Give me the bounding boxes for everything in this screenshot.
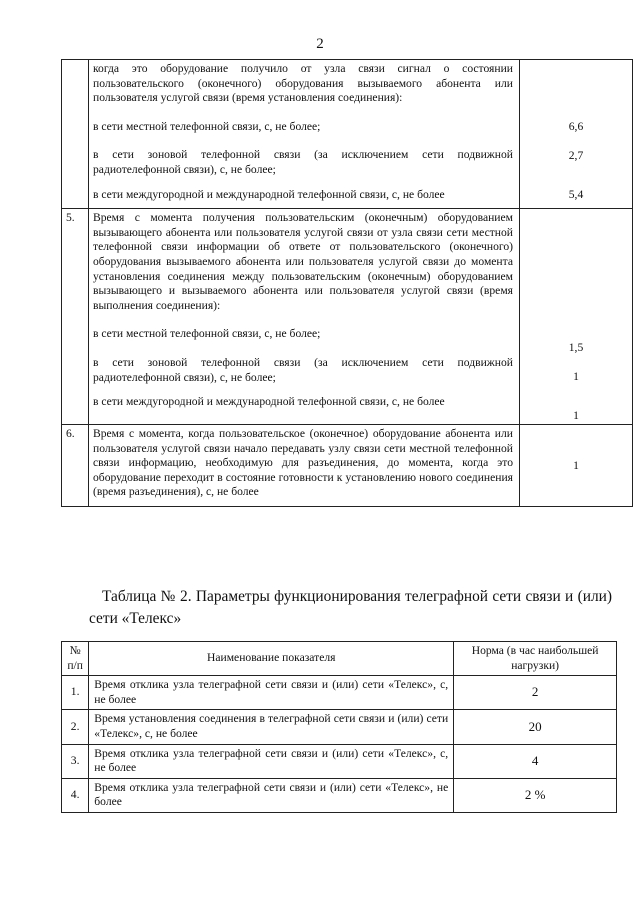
table-row [62,710,617,744]
header-name: Наименование показателя [89,642,454,676]
table-2-title [89,586,612,630]
row-number: 5. [62,209,89,425]
table-row [62,209,633,425]
row-name: Время отклика узла телеграфной сети связи и (или) сети «Телекс», с, не более [89,744,454,778]
table-row [62,676,617,710]
table-2-title-line-1: Таблица № 2. Параметры функционирования телеграфной сети связи и (или) [102,588,612,605]
row-number: 1. [62,676,89,710]
row-text: когда это оборудование получило от узла связи сигнал о состоянии пользовательского (оконечного) оборудования вызываемого абонента или пользователя услугой связи (время установления соединения): [93,62,513,105]
item-label: в сети местной телефонной связи, с, не более; [93,327,321,341]
item-label: в сети междугородной и международной телефонной связи, с, не более [93,395,445,409]
table-2-title-line-2: сети «Телекс» [89,610,182,627]
row-value: 4 [454,744,617,778]
item-value: 1 [573,369,579,383]
header-number: № п/п [62,642,89,676]
row-name: Время отклика узла телеграфной сети связи и (или) сети «Телекс», с, не более [89,676,454,710]
table-1-continuation [61,59,633,507]
table-row [62,60,633,209]
row-name: Время установления соединения в телеграфной сети связи и (или) сети «Телекс», с, не более [89,710,454,744]
row-text: Время с момента, когда пользовательское (оконечное) оборудование абонента или пользователя услугой связи начало передавать узлу связи сети местной телефонной связи информацию, необходимую для разъединения, до момента, когда это оборудование переходит в состояние готовности к установлению нового соединения (время разъединения), с, не более [93,426,513,499]
table-header-row [62,642,617,676]
row-number: 4. [62,778,89,812]
item-value: 2,7 [568,148,584,162]
row-values [520,209,633,425]
page-number: 2 [316,36,324,52]
row-description [89,60,520,209]
row-number: 6. [62,424,89,506]
item-value: 5,4 [568,188,584,202]
header-norm: Норма (в час наибольшей нагрузки) [454,642,617,676]
item-value: 6,6 [568,120,584,133]
table-row [62,744,617,778]
row-value: 2 [454,676,617,710]
item-value: 1,5 [568,341,584,355]
table-row [62,778,617,812]
row-value: 2 % [454,778,617,812]
row-description [89,424,520,506]
row-name: Время отклика узла телеграфной сети связи и (или) сети «Телекс», не более [89,778,454,812]
table-row [62,424,633,506]
row-value: 20 [454,710,617,744]
row-value: 1 [520,424,633,506]
item-label: в сети междугородной и международной телефонной связи, с, не более [93,187,445,201]
row-number: 3. [62,744,89,778]
item-value: 1 [573,409,579,423]
row-values [520,60,633,209]
row-text: Время с момента получения пользовательским (оконечным) оборудованием вызывающего абонента или пользователя услугой связи от узла связи сети местной телефонной связи информации об ответе от пользовательского (оконечного) оборудования вызываемого абонента или пользователя услугой связи до момента установления соединения между пользовательским (оконечным) оборудованием вызывающего и вызываемого абонента или пользователя услугой связи (время выполнения соединения): [93,211,513,312]
row-number [62,60,89,209]
item-label: в сети местной телефонной связи, с, не более; [93,119,321,133]
row-description [89,209,520,425]
item-label: в сети зоновой телефонной связи (за исключением сети подвижной радиотелефонной связи), с, не более; [93,355,513,384]
table-2 [61,641,617,813]
item-label: в сети зоновой телефонной связи (за исключением сети подвижной радиотелефонной связи), с, не более; [93,148,513,176]
row-number: 2. [62,710,89,744]
